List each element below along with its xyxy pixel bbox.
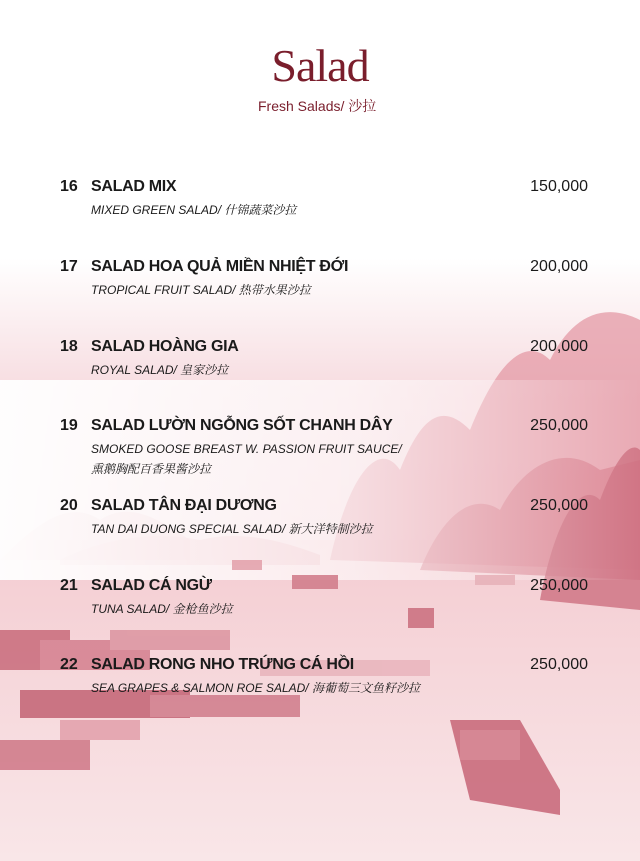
item-description: MIXED GREEN SALAD/ 什锦蔬菜沙拉 [91,203,297,217]
item-name: SALAD MIX [91,178,177,195]
item-number: 18 [60,338,78,355]
item-name: SALAD CÁ NGỪ [91,577,212,594]
item-description-line-2: 熏鹅胸配百香果酱沙拉 [91,462,212,476]
item-price: 250,000 [530,577,588,594]
item-description: TUNA SALAD/ 金枪鱼沙拉 [91,602,233,616]
page-title: Salad [271,40,369,91]
item-price: 200,000 [530,338,588,355]
item-name: SALAD TÂN ĐẠI DƯƠNG [91,497,277,514]
item-number: 22 [60,656,78,673]
item-name: SALAD LƯỜN NGỖNG SỐT CHANH DÂY [91,417,393,434]
item-number: 16 [60,178,78,195]
item-number: 20 [60,497,78,514]
item-number: 19 [60,417,78,434]
item-name: SALAD HOA QUẢ MIỀN NHIỆT ĐỚI [91,258,349,275]
item-description: TROPICAL FRUIT SALAD/ 热带水果沙拉 [91,283,311,297]
menu-header [0,40,640,114]
item-price: 150,000 [530,178,588,195]
page-subtitle: Fresh Salads/ 沙拉 [258,98,377,114]
item-number: 17 [60,258,78,275]
item-price: 250,000 [530,417,588,434]
item-price: 250,000 [530,497,588,514]
item-description: TAN DAI DUONG SPECIAL SALAD/ 新大洋特制沙拉 [91,522,373,536]
item-price: 250,000 [530,656,588,673]
item-description: SEA GRAPES & SALMON ROE SALAD/ 海葡萄三文鱼籽沙拉 [91,681,420,695]
item-description: SMOKED GOOSE BREAST W. PASSION FRUIT SAUCE/ [91,442,402,456]
item-price: 200,000 [530,258,588,275]
item-name: SALAD RONG NHO TRỨNG CÁ HỒI [91,656,354,673]
item-number: 21 [60,577,78,594]
item-name: SALAD HOÀNG GIA [91,338,239,355]
item-description: ROYAL SALAD/ 皇家沙拉 [91,363,229,377]
